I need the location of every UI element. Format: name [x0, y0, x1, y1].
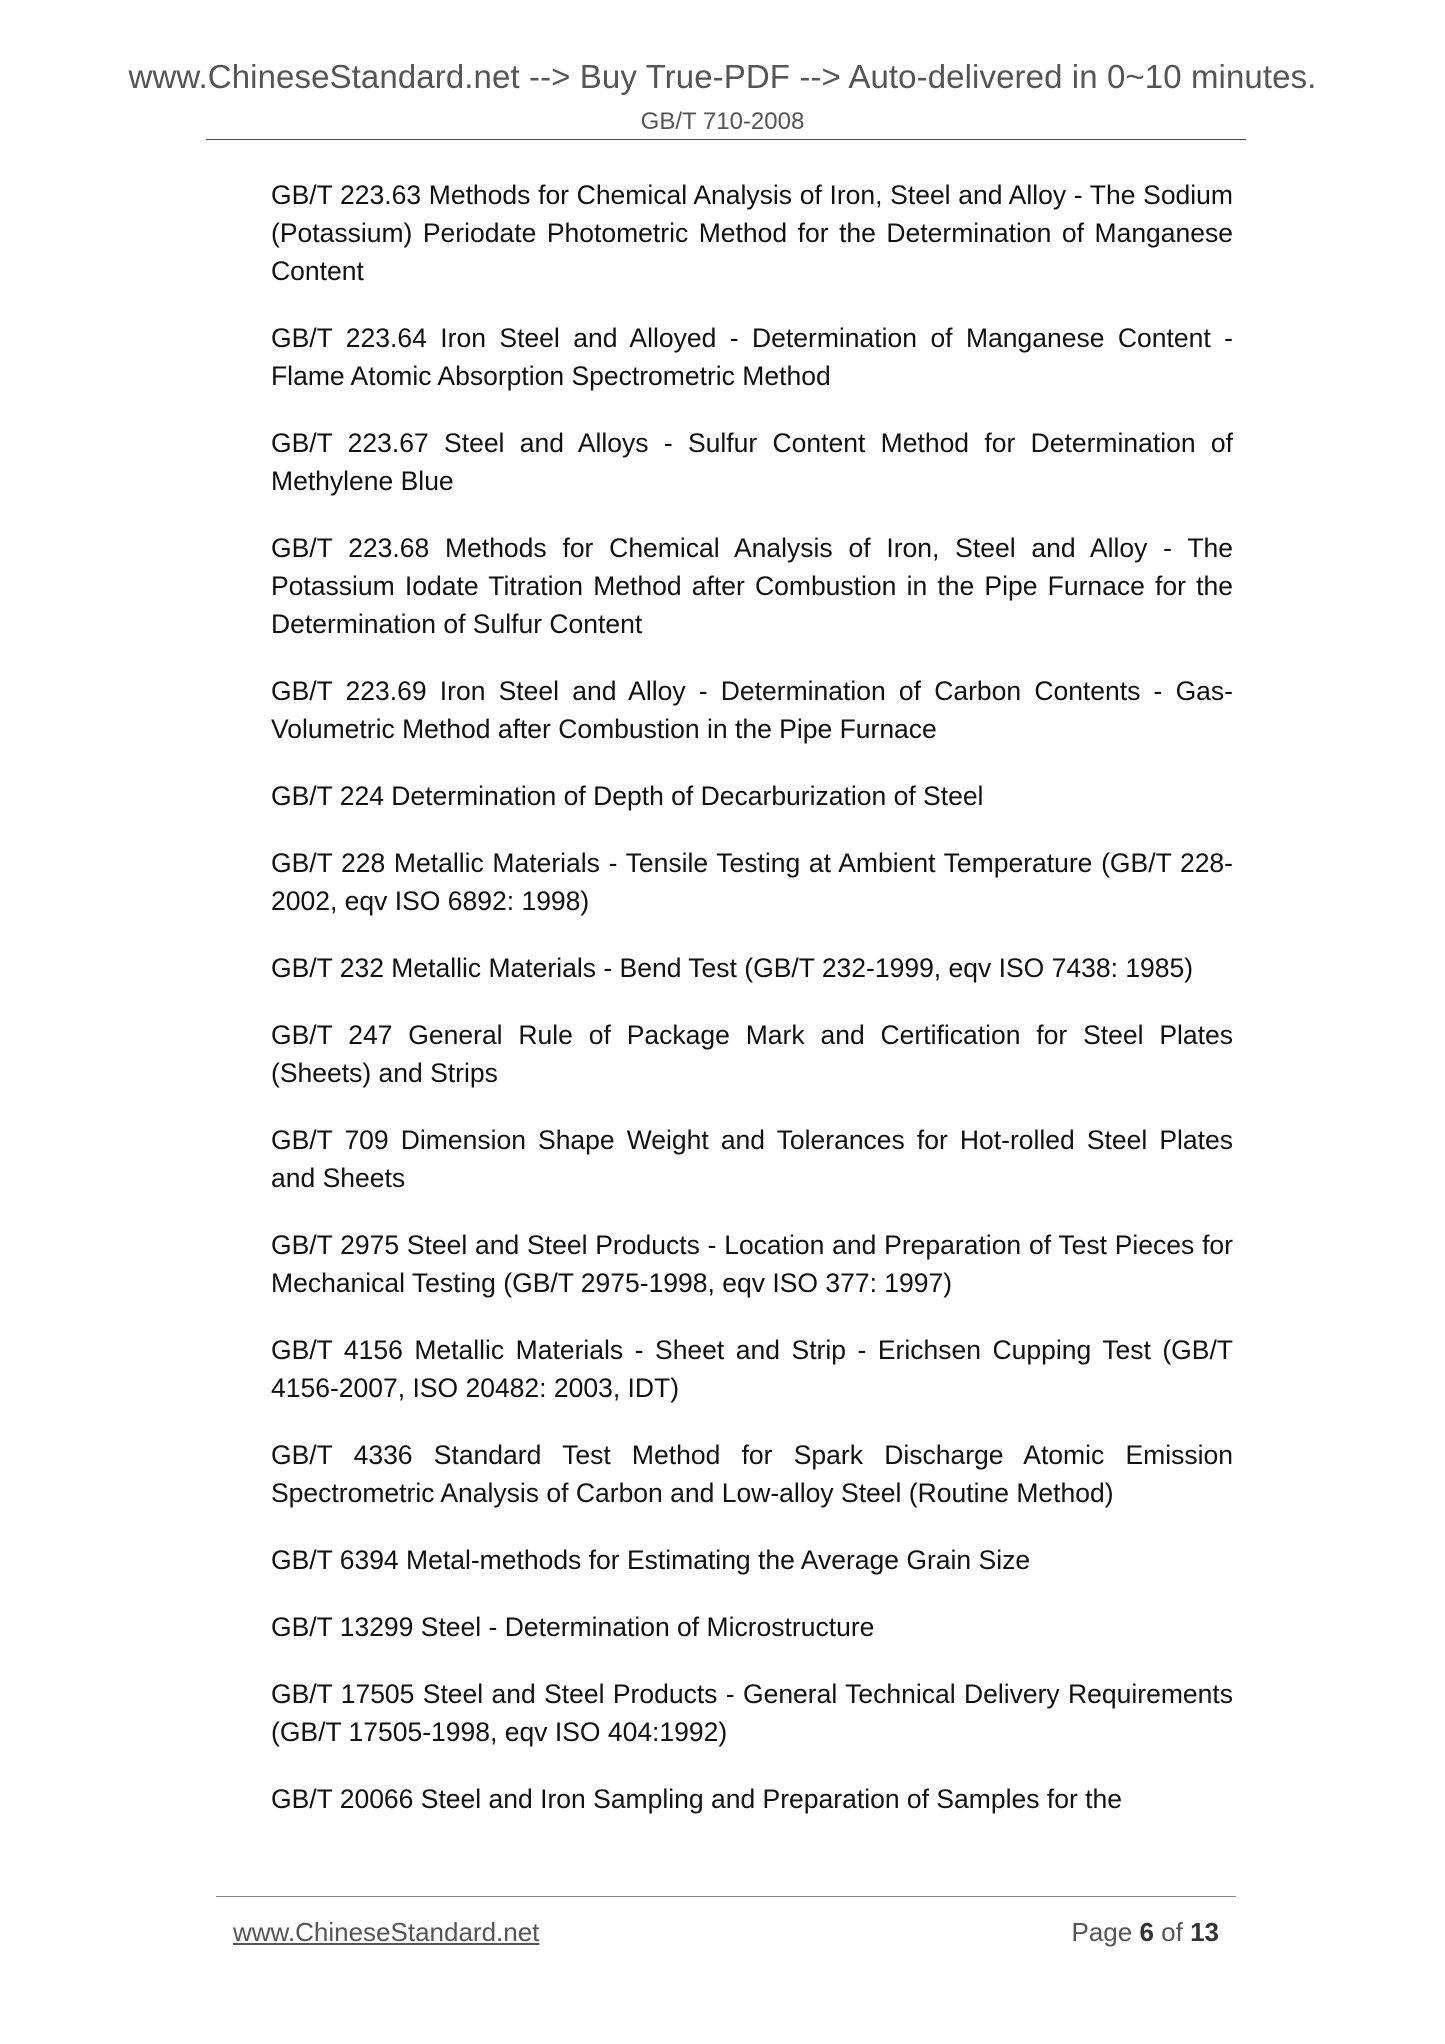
footer-website-link[interactable]: www.ChineseStandard.net [233, 1917, 540, 1947]
reference-item: GB/T 232 Metallic Materials - Bend Test (GB/T 232-1999, eqv ISO 7438: 1985) [271, 953, 1194, 983]
reference-item: GB/T 20066 Steel and Iron Sampling and Preparation of Samples for the [271, 1784, 1122, 1814]
reference-item: GB/T 4156 Metallic Materials - Sheet and Strip - Erichsen Cupping Test (GB/T 4156-2007, ISO 20482: 2003, IDT) [271, 1335, 1233, 1403]
reference-item: GB/T 223.64 Iron Steel and Alloyed - Determination of Manganese Content - Flame Atomic Absorption Spectrometric Method [271, 323, 1233, 391]
reference-item: GB/T 13299 Steel - Determination of Microstructure [271, 1612, 875, 1642]
reference-item: GB/T 4336 Standard Test Method for Spark Discharge Atomic Emission Spectrometric Analysis of Carbon and Low-alloy Steel (Routine Method) [271, 1440, 1233, 1508]
header-banner: www.ChineseStandard.net --> Buy True-PDF --> Auto-delivered in 0~10 minutes. [128, 58, 1317, 95]
reference-item: GB/T 247 General Rule of Package Mark and Certification for Steel Plates (Sheets) and Strips [271, 1020, 1233, 1088]
header-divider [206, 139, 1246, 140]
reference-item: GB/T 223.69 Iron Steel and Alloy - Determination of Carbon Contents - Gas-Volumetric Method after Combustion in the Pipe Furnace [271, 676, 1233, 744]
reference-item: GB/T 228 Metallic Materials - Tensile Testing at Ambient Temperature (GB/T 228-2002, eqv ISO 6892: 1998) [271, 848, 1233, 916]
reference-item: GB/T 223.67 Steel and Alloys - Sulfur Content Method for Determination of Methylene Blue [271, 428, 1233, 496]
reference-item: GB/T 223.63 Methods for Chemical Analysis of Iron, Steel and Alloy - The Sodium (Potassium) Periodate Photometric Method for the Determination of Manganese Content [271, 180, 1233, 286]
page-of-label: of [1161, 1917, 1183, 1947]
reference-item: GB/T 709 Dimension Shape Weight and Tolerances for Hot-rolled Steel Plates and Sheets [271, 1125, 1233, 1193]
page-label: Page [1071, 1917, 1133, 1947]
reference-item: GB/T 224 Determination of Depth of Decarburization of Steel [271, 781, 984, 811]
page-indicator [1071, 1917, 1219, 1948]
reference-item: GB/T 2975 Steel and Steel Products - Location and Preparation of Test Pieces for Mechanical Testing (GB/T 2975-1998, eqv ISO 377: 1997) [271, 1230, 1233, 1298]
reference-item: GB/T 6394 Metal-methods for Estimating the Average Grain Size [271, 1545, 1031, 1575]
footer-divider [216, 1896, 1236, 1897]
reference-item: GB/T 17505 Steel and Steel Products - General Technical Delivery Requirements (GB/T 17505-1998, eqv ISO 404:1992) [271, 1679, 1233, 1747]
normative-references-list [271, 176, 1233, 1847]
standard-code: GB/T 710-2008 [640, 108, 805, 135]
reference-item: GB/T 223.68 Methods for Chemical Analysis of Iron, Steel and Alloy - The Potassium Iodate Titration Method after Combustion in the Pipe Furnace for the Determination of Sulfur Content [271, 533, 1233, 639]
page-current: 6 [1139, 1917, 1154, 1947]
page-total: 13 [1190, 1917, 1219, 1947]
